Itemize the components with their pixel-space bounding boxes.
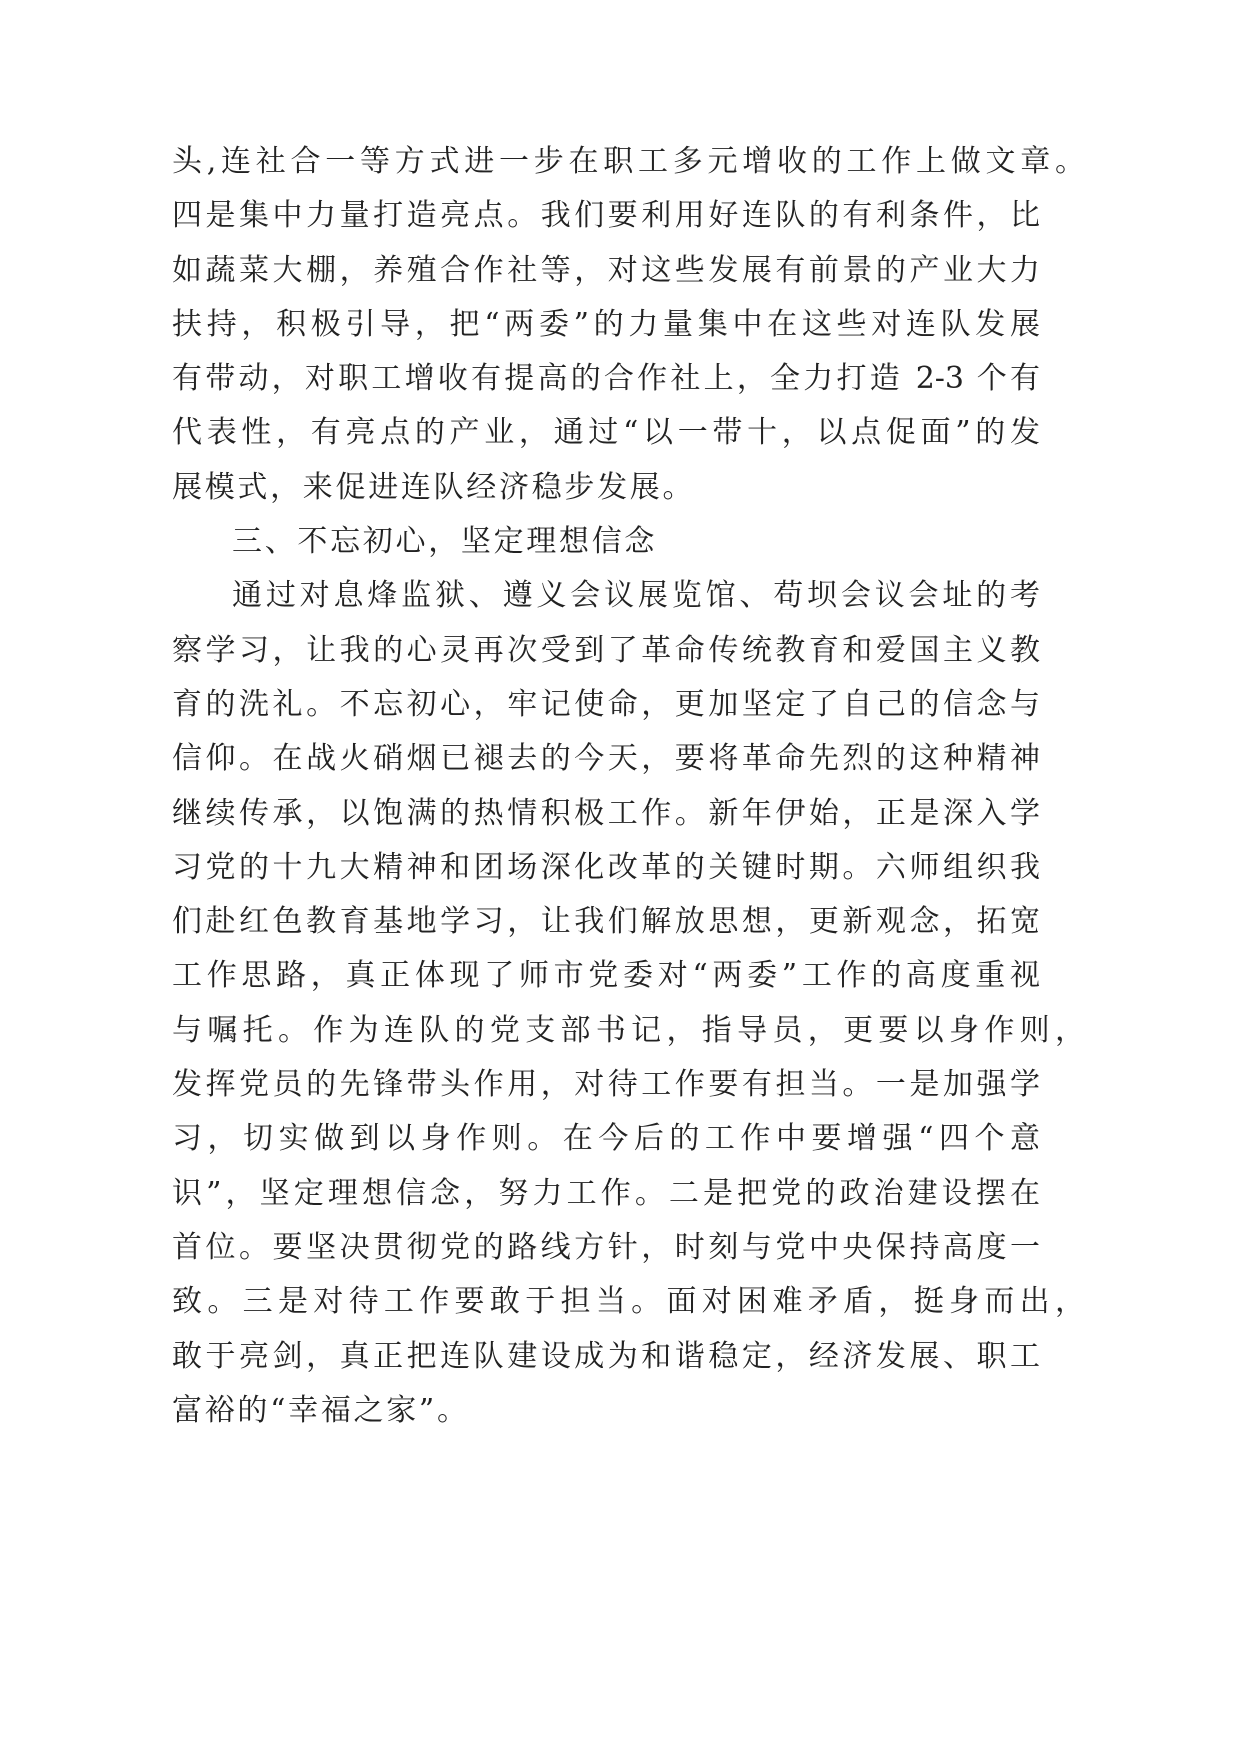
document-body [172, 135, 1132, 1438]
paragraph-continuation [172, 135, 1132, 515]
text-line: 习，切实做到以身作则。在今后的工作中要增强“四个意 [172, 1121, 1040, 1157]
text-line: 展模式，来促进连队经济稳步发展。 [172, 469, 696, 505]
text-line: 察学习，让我的心灵再次受到了革命传统教育和爱国主义教 [172, 632, 1040, 668]
text-line: 发挥党员的先锋带头作用，对待工作要有担当。一是加强学 [172, 1067, 1040, 1103]
text-line: 通过对息烽监狱、遵义会议展览馆、苟坝会议会址的考 [232, 578, 1040, 614]
text-line: 识”，坚定理想信念，努力工作。二是把党的政治建设摆在 [172, 1175, 1040, 1211]
text-line: 敢于亮剑，真正把连队建设成为和谐稳定，经济发展、职工 [172, 1338, 1040, 1374]
text-line: 如蔬菜大棚，养殖合作社等，对这些发展有前景的产业大力 [172, 252, 1040, 288]
text-line: 继续传承，以饱满的热情积极工作。新年伊始，正是深入学 [172, 795, 1040, 831]
text-line: 信仰。在战火硝烟已褪去的今天，要将革命先烈的这种精神 [172, 741, 1040, 777]
text-line: 习党的十九大精神和团场深化改革的关键时期。六师组织我 [172, 849, 1040, 885]
paragraph-body [172, 569, 1132, 1438]
text-line: 代表性，有亮点的产业，通过“以一带十，以点促面”的发 [172, 415, 1040, 451]
text-line: 工作思路，真正体现了师市党委对“两委”工作的高度重视 [172, 958, 1040, 994]
text-line: 扶持，积极引导，把“两委”的力量集中在这些对连队发展 [172, 306, 1040, 342]
text-line: 首位。要坚决贯彻党的路线方针，时刻与党中央保持高度一 [172, 1229, 1040, 1265]
text-line: 致。三是对待工作要敢于担当。面对困难矛盾，挺身而出， [172, 1284, 1085, 1320]
section-heading: 三、不忘初心，坚定理想信念 [232, 524, 658, 560]
text-line: 们赴红色教育基地学习，让我们解放思想，更新观念，拓宽 [172, 904, 1040, 940]
text-line: 四是集中力量打造亮点。我们要利用好连队的有利条件，比 [172, 198, 1040, 234]
text-line: 头,连社合一等方式进一步在职工多元增收的工作上做文章。 [172, 144, 1085, 179]
text-line: 与嘱托。作为连队的党支部书记，指导员，更要以身作则， [172, 1012, 1085, 1048]
text-line: 有带动，对职工增收有提高的合作社上，全力打造 2-3 个有 [172, 361, 1040, 397]
text-line: 育的洗礼。不忘初心，牢记使命，更加坚定了自己的信念与 [172, 686, 1040, 722]
text-line: 富裕的“幸福之家”。 [172, 1392, 470, 1428]
